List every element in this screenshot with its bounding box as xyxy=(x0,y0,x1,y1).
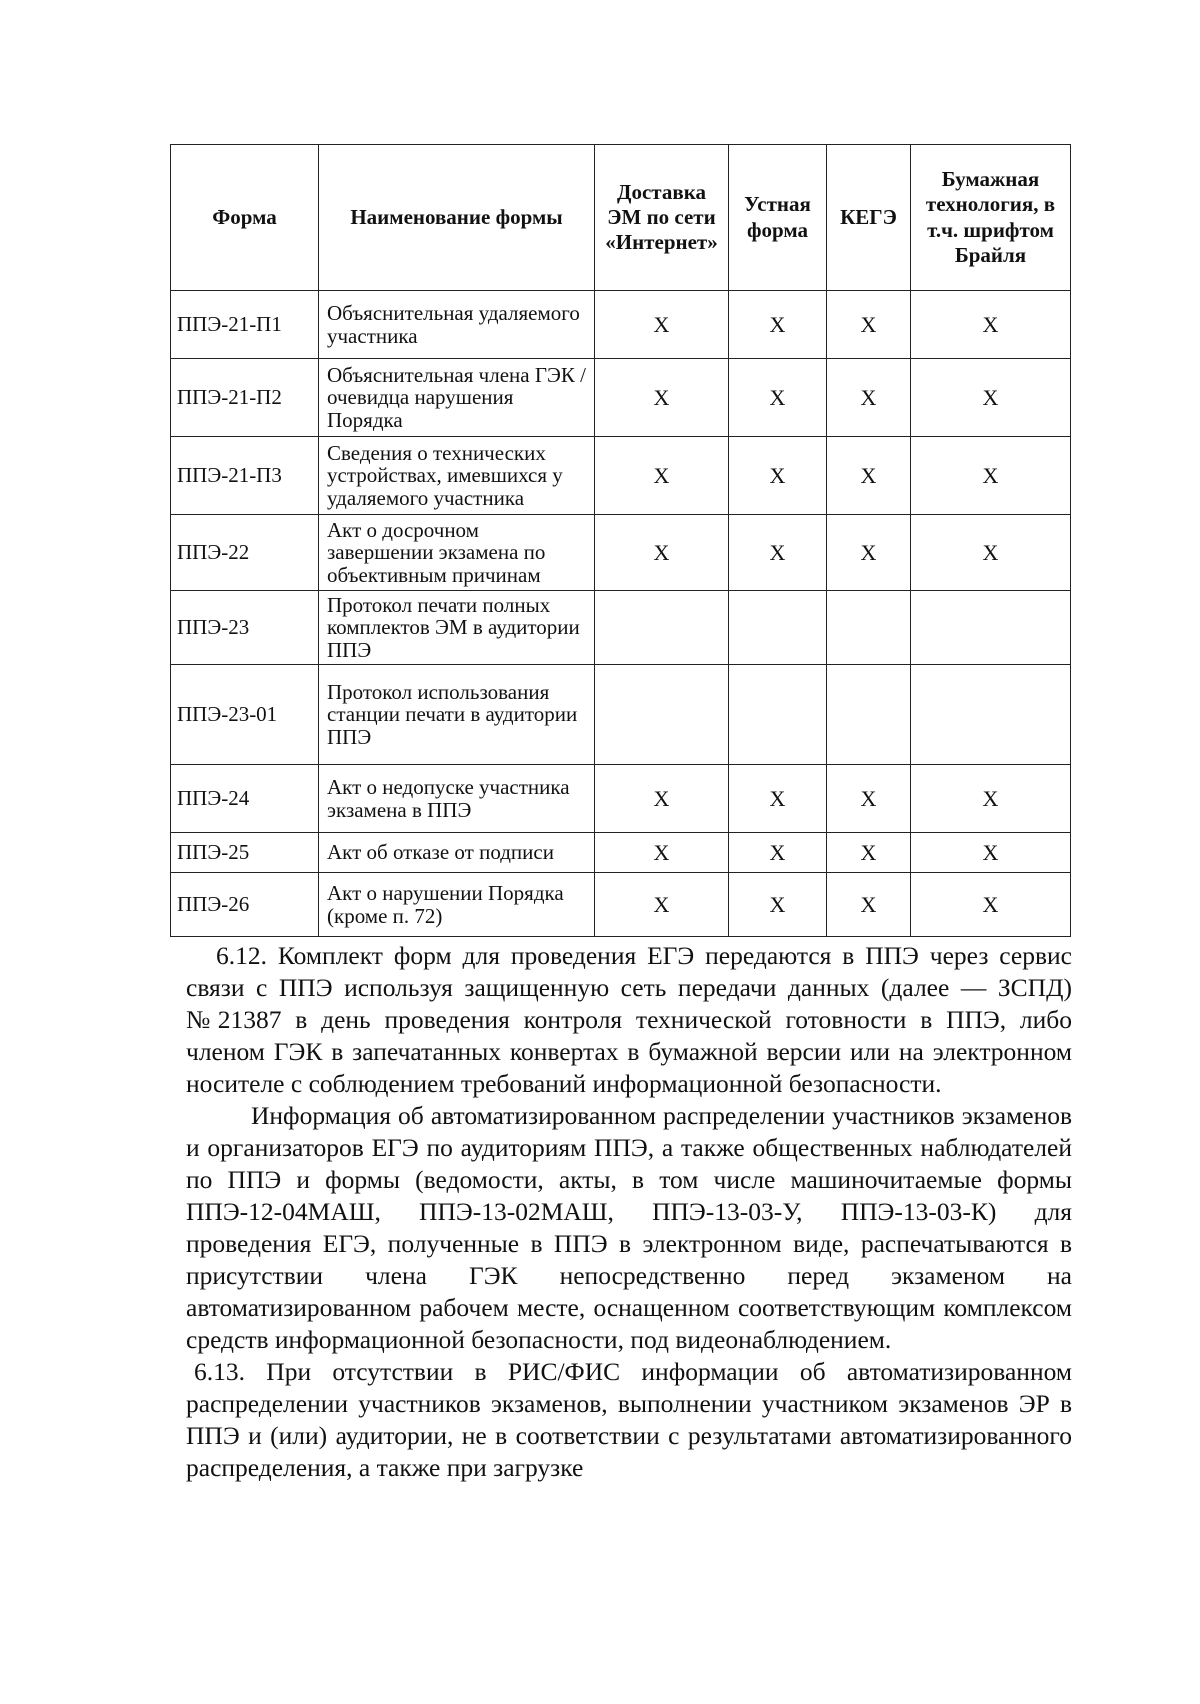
table-row xyxy=(171,591,1071,665)
mark-kege xyxy=(827,591,911,665)
mark-paper: Х xyxy=(911,359,1071,437)
mark-internet xyxy=(595,591,729,665)
mark-paper: Х xyxy=(911,833,1071,873)
form-code: ППЭ-24 xyxy=(171,765,319,833)
mark-paper xyxy=(911,591,1071,665)
mark-oral: Х xyxy=(729,437,827,515)
mark-kege: Х xyxy=(827,437,911,515)
mark-paper: Х xyxy=(911,515,1071,591)
table-row xyxy=(171,437,1071,515)
mark-oral: Х xyxy=(729,291,827,359)
mark-oral: Х xyxy=(729,765,827,833)
mark-kege: Х xyxy=(827,291,911,359)
mark-oral: Х xyxy=(729,515,827,591)
table-row xyxy=(171,359,1071,437)
mark-paper: Х xyxy=(911,873,1071,937)
mark-oral xyxy=(729,665,827,765)
body-text xyxy=(186,940,1072,1484)
form-name: Сведения о технических устройствах, имевшихся у удаляемого участника xyxy=(319,437,595,515)
form-name: Акт о недопуске участника экзамена в ППЭ xyxy=(319,765,595,833)
mark-internet: Х xyxy=(595,765,729,833)
mark-kege: Х xyxy=(827,765,911,833)
form-name: Протокол использования станции печати в аудитории ППЭ xyxy=(319,665,595,765)
header-paper-technology: Бумажная технология, в т.ч. шрифтом Брайля xyxy=(911,145,1071,291)
mark-paper xyxy=(911,665,1071,765)
mark-internet: Х xyxy=(595,437,729,515)
form-code: ППЭ-21-П2 xyxy=(171,359,319,437)
form-code: ППЭ-26 xyxy=(171,873,319,937)
paragraph-information: Информация об автоматизированном распределении участников экзаменов и организаторов ЕГЭ по аудиториям ППЭ, а также общественных наблюдателей по ППЭ и формы (ведомости, акты, в том числе машиночитаемые формы ППЭ-12-04МАШ, ППЭ-13-02МАШ, ППЭ-13-03-У, ППЭ-13-03-К) для проведения ЕГЭ, полученные в ППЭ в электронном виде, распечатываются в присутствии члена ГЭК непосредственно перед экзаменом на автоматизированном рабочем месте, оснащенном соответствующим комплексом средств информационной безопасности, под видеонаблюдением. xyxy=(186,1101,1072,1354)
mark-internet: Х xyxy=(595,291,729,359)
form-name: Акт об отказе от подписи xyxy=(319,833,595,873)
mark-oral xyxy=(729,591,827,665)
mark-paper: Х xyxy=(911,765,1071,833)
form-code: ППЭ-22 xyxy=(171,515,319,591)
mark-internet xyxy=(595,665,729,765)
form-code: ППЭ-23-01 xyxy=(171,665,319,765)
mark-internet: Х xyxy=(595,359,729,437)
paragraph-6-12: 6.12. Комплект форм для проведения ЕГЭ передаются в ППЭ через сервис связи с ППЭ используя защищенную сеть передачи данных (далее — ЗСПД) №21387 в день проведения контроля технической готовности в ППЭ, либо членом ГЭК в запечатанных конвертах в бумажной версии или на электронном носителе с соблюдением требований информационной безопасности. xyxy=(186,941,1072,1098)
mark-internet: Х xyxy=(595,833,729,873)
form-code: ППЭ-21-П1 xyxy=(171,291,319,359)
form-name: Объяснительная удаляемого участника xyxy=(319,291,595,359)
mark-kege xyxy=(827,665,911,765)
form-code: ППЭ-21-П3 xyxy=(171,437,319,515)
table-row xyxy=(171,765,1071,833)
mark-kege: Х xyxy=(827,833,911,873)
table-header-row xyxy=(171,145,1071,291)
mark-kege: Х xyxy=(827,515,911,591)
header-form-name: Наименование формы xyxy=(319,145,595,291)
mark-oral: Х xyxy=(729,359,827,437)
form-name: Акт о нарушении Порядка (кроме п. 72) xyxy=(319,873,595,937)
header-internet-delivery: Доставка ЭМ по сети «Интернет» xyxy=(595,145,729,291)
mark-internet: Х xyxy=(595,515,729,591)
table-row xyxy=(171,665,1071,765)
paragraph-6-13: 6.13. При отсутствии в РИС/ФИС информации об автоматизированном распределении участников экзаменов, выполнении участником экзаменов ЭР в ППЭ и (или) аудитории, не в соответствии с результатами автоматизированного распределения, а также при загрузке xyxy=(186,1357,1072,1482)
forms-table xyxy=(170,144,1071,937)
header-oral-form: Устная форма xyxy=(729,145,827,291)
mark-kege: Х xyxy=(827,359,911,437)
mark-oral: Х xyxy=(729,873,827,937)
form-code: ППЭ-23 xyxy=(171,591,319,665)
mark-oral: Х xyxy=(729,833,827,873)
form-name: Объяснительная члена ГЭК / очевидца нарушения Порядка xyxy=(319,359,595,437)
mark-internet: Х xyxy=(595,873,729,937)
table-row xyxy=(171,833,1071,873)
mark-paper: Х xyxy=(911,291,1071,359)
mark-kege: Х xyxy=(827,873,911,937)
form-name: Акт о досрочном завершении экзамена по объективным причинам xyxy=(319,515,595,591)
form-name: Протокол печати полных комплектов ЭМ в аудитории ППЭ xyxy=(319,591,595,665)
header-form: Форма xyxy=(171,145,319,291)
table-row xyxy=(171,873,1071,937)
table-row xyxy=(171,515,1071,591)
form-code: ППЭ-25 xyxy=(171,833,319,873)
mark-paper: Х xyxy=(911,437,1071,515)
header-kege: КЕГЭ xyxy=(827,145,911,291)
table-row xyxy=(171,291,1071,359)
